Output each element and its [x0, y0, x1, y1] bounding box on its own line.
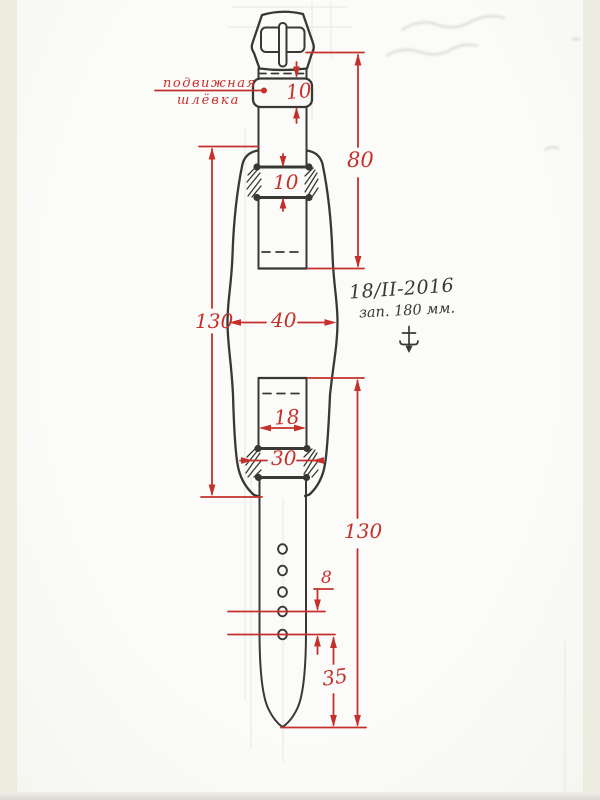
- date-note: 18/II-2016: [348, 274, 455, 304]
- buckle-prong: [279, 23, 287, 67]
- paper-edge-bottom: [0, 792, 600, 800]
- keeper-label-line1: подвижная: [163, 76, 257, 91]
- dim-hole-to-tip: 35: [320, 663, 349, 691]
- dim-slot-width: 30: [271, 446, 297, 470]
- dim-upper-slot-height: 10: [273, 170, 299, 194]
- wrist-size-note: зап. 180 мм.: [358, 300, 456, 322]
- dim-upper-length: 80: [347, 148, 374, 172]
- keeper-label-line2: шлёвка: [177, 93, 241, 108]
- dim-hole-spacing: 8: [321, 568, 332, 588]
- dim-cuff-length-left: 130: [195, 309, 234, 333]
- pencil-guides: [228, 2, 565, 798]
- bleedthrough-marks: [386, 16, 580, 150]
- dim-waist-width: 40: [271, 308, 297, 332]
- anchor-icon: [400, 327, 418, 354]
- dim-keeper-height: 10: [285, 77, 313, 105]
- dim-lower-length: 130: [344, 519, 383, 543]
- dim-strap-width: 18: [273, 404, 301, 430]
- buckle: [252, 12, 314, 70]
